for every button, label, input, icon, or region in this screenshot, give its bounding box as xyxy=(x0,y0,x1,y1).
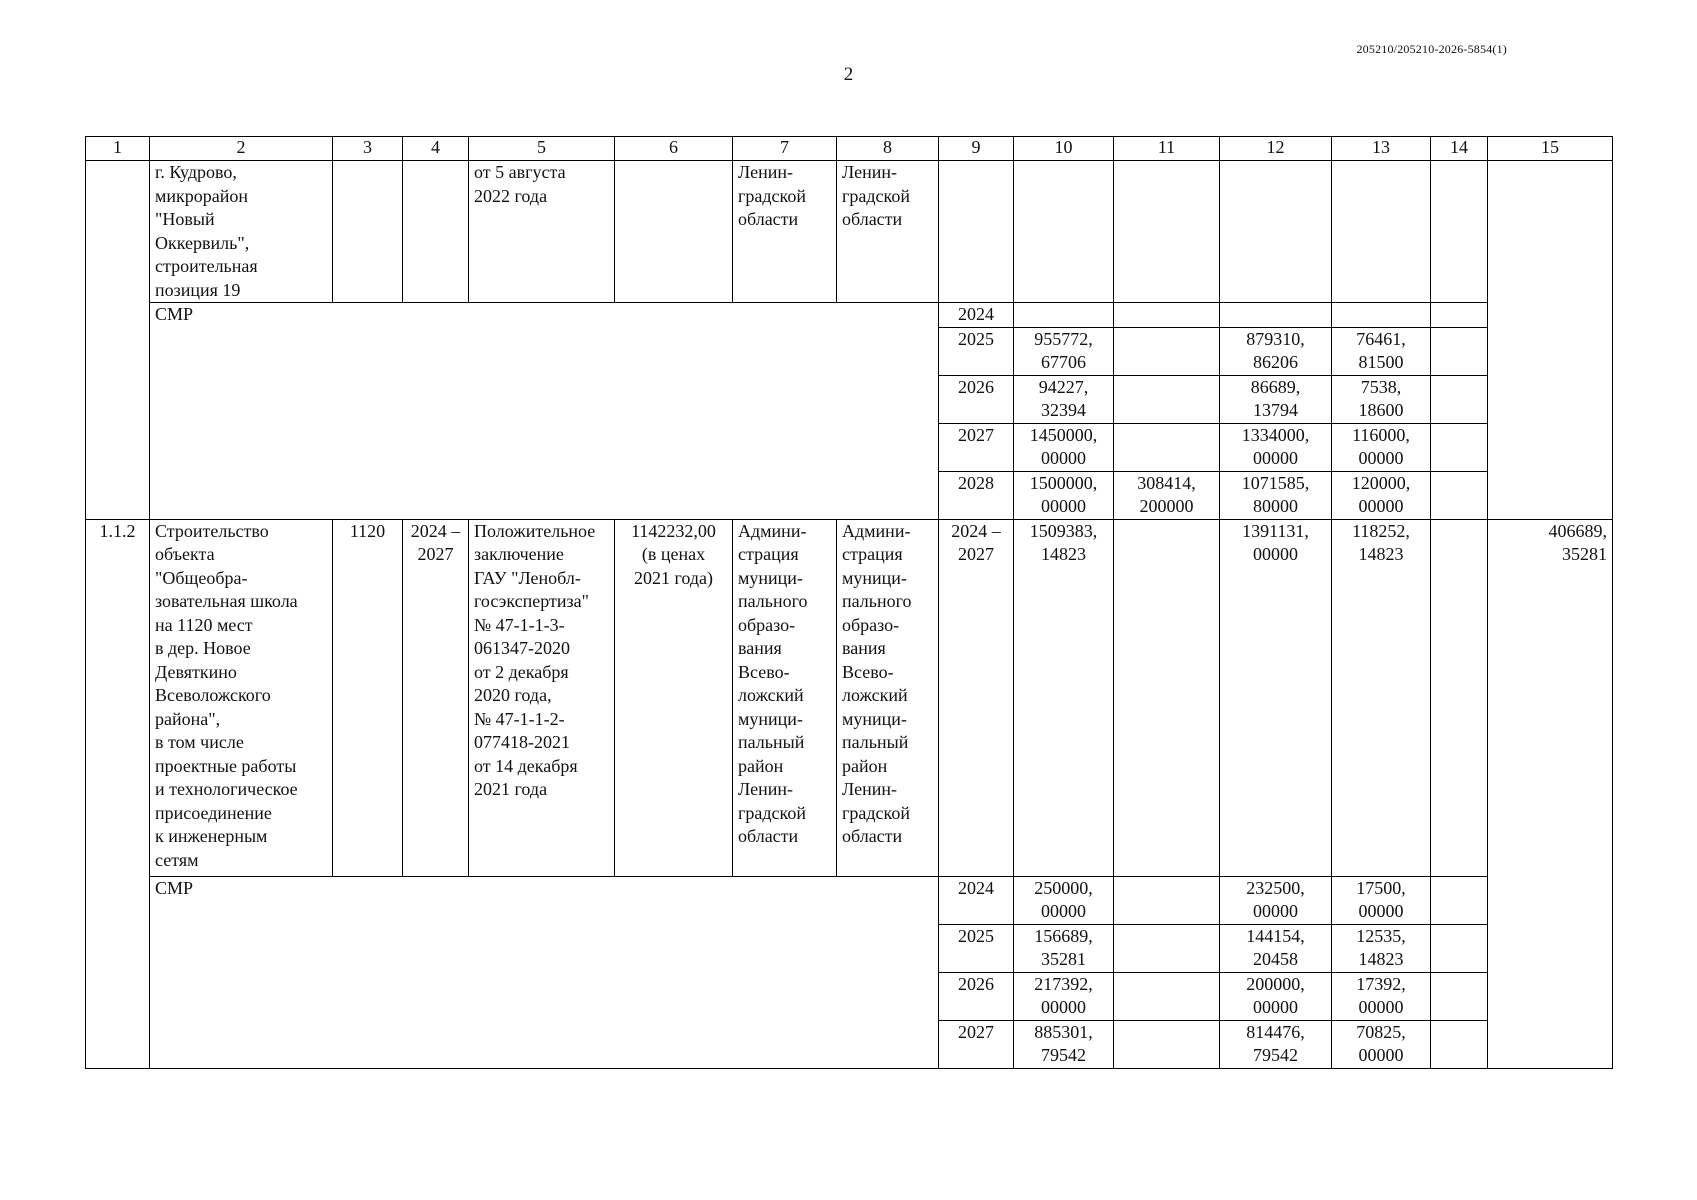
total-cell: 955772, 67706 xyxy=(1014,327,1114,375)
total-cell: 885301, 79542 xyxy=(1014,1020,1114,1068)
year-cell: 2028 xyxy=(939,471,1014,519)
regional-budget-cell: 200000, 00000 xyxy=(1220,972,1332,1020)
year-cell: 2027 xyxy=(939,423,1014,471)
column-number: 10 xyxy=(1014,137,1114,161)
other-sources-cell xyxy=(1431,519,1488,876)
cost-cell: 1142232,00 (в ценах 2021 года) xyxy=(615,519,733,876)
federal-budget-cell xyxy=(1114,303,1220,328)
regional-budget-cell: 879310, 86206 xyxy=(1220,327,1332,375)
municipal-budget-cell xyxy=(1332,303,1431,328)
column-number: 5 xyxy=(469,137,615,161)
column-number: 7 xyxy=(733,137,837,161)
conclusion-cell: Положительное заключение ГАУ "Ленобл- госэкспертиза" № 47-1-1-3- 061347-2020 от 2 декабря 2020 года, № 47-1-1-2- 077418-2021 от 14 декабря 2021 года xyxy=(469,519,615,876)
other-sources-cell xyxy=(1431,303,1488,328)
total-cell xyxy=(1014,161,1114,303)
municipal-budget-cell: 120000, 00000 xyxy=(1332,471,1431,519)
federal-budget-cell xyxy=(1114,519,1220,876)
table-row xyxy=(86,876,1613,924)
smr-label-cell: СМР xyxy=(150,303,939,520)
column-number: 11 xyxy=(1114,137,1220,161)
table-row xyxy=(86,161,1613,303)
regional-budget-cell: 1334000, 00000 xyxy=(1220,423,1332,471)
developer-cell: Админи- страция муници- пального образо- вания Всево- ложский муници- пальный район Ленин- градской области xyxy=(837,519,939,876)
other-sources-cell xyxy=(1431,327,1488,375)
regional-budget-cell: 86689, 13794 xyxy=(1220,375,1332,423)
federal-budget-cell xyxy=(1114,972,1220,1020)
column-number-header-row xyxy=(86,137,1613,161)
document-number: 205210/205210-2026-5854(1) xyxy=(1356,42,1507,56)
year-cell: 2024 xyxy=(939,303,1014,328)
table-row xyxy=(86,303,1613,328)
year-cell: 2027 xyxy=(939,1020,1014,1068)
total-cell: 156689, 35281 xyxy=(1014,924,1114,972)
municipal-budget-cell: 7538, 18600 xyxy=(1332,375,1431,423)
years-cell: 2024 – 2027 xyxy=(939,519,1014,876)
column-number: 9 xyxy=(939,137,1014,161)
municipal-budget-cell: 17500, 00000 xyxy=(1332,876,1431,924)
developer-cell: Ленин- градской области xyxy=(837,161,939,303)
federal-budget-cell: 308414, 200000 xyxy=(1114,471,1220,519)
total-cell: 1500000, 00000 xyxy=(1014,471,1114,519)
column-number: 13 xyxy=(1332,137,1431,161)
column-number: 2 xyxy=(150,137,333,161)
period-cell xyxy=(403,161,469,303)
year-cell: 2024 xyxy=(939,876,1014,924)
total-cell: 250000, 00000 xyxy=(1014,876,1114,924)
federal-budget-cell xyxy=(1114,423,1220,471)
other-sources-cell xyxy=(1431,972,1488,1020)
capacity-cell: 1120 xyxy=(333,519,403,876)
other-sources-cell xyxy=(1431,924,1488,972)
year-cell: 2025 xyxy=(939,327,1014,375)
customer-cell: Админи- страция муници- пального образо- вания Всево- ложский муници- пальный район Ленин- градской области xyxy=(733,519,837,876)
municipal-budget-cell xyxy=(1332,161,1431,303)
other-sources-cell xyxy=(1431,423,1488,471)
row-number-cell xyxy=(86,161,150,520)
year-cell: 2026 xyxy=(939,972,1014,1020)
capacity-cell xyxy=(333,161,403,303)
total-cell xyxy=(1014,303,1114,328)
object-name-cell: Строительство объекта "Общеобра- зовательная школа на 1120 мест в дер. Новое Девяткино Всеволожского района", в том числе проектные работы и технологическое присоединение к инженерным сетям xyxy=(150,519,333,876)
column-number: 14 xyxy=(1431,137,1488,161)
remaining-cost-cell xyxy=(1488,161,1613,520)
municipal-budget-cell: 12535, 14823 xyxy=(1332,924,1431,972)
municipal-budget-cell: 76461, 81500 xyxy=(1332,327,1431,375)
total-cell: 217392, 00000 xyxy=(1014,972,1114,1020)
column-number: 4 xyxy=(403,137,469,161)
other-sources-cell xyxy=(1431,1020,1488,1068)
federal-budget-cell xyxy=(1114,876,1220,924)
regional-budget-cell: 232500, 00000 xyxy=(1220,876,1332,924)
customer-cell: Ленин- градской области xyxy=(733,161,837,303)
federal-budget-cell xyxy=(1114,924,1220,972)
remaining-cost-cell: 406689, 35281 xyxy=(1488,519,1613,1068)
regional-budget-cell: 1071585, 80000 xyxy=(1220,471,1332,519)
column-number: 3 xyxy=(333,137,403,161)
federal-budget-cell xyxy=(1114,161,1220,303)
period-cell: 2024 – 2027 xyxy=(403,519,469,876)
total-cell: 94227, 32394 xyxy=(1014,375,1114,423)
federal-budget-cell xyxy=(1114,375,1220,423)
smr-label-cell: СМР xyxy=(150,876,939,1068)
regional-budget-cell: 814476, 79542 xyxy=(1220,1020,1332,1068)
regional-budget-cell: 1391131, 00000 xyxy=(1220,519,1332,876)
other-sources-cell xyxy=(1431,375,1488,423)
table-row xyxy=(86,519,1613,876)
years-cell xyxy=(939,161,1014,303)
column-number: 15 xyxy=(1488,137,1613,161)
total-cell: 1450000, 00000 xyxy=(1014,423,1114,471)
municipal-budget-cell: 17392, 00000 xyxy=(1332,972,1431,1020)
other-sources-cell xyxy=(1431,161,1488,303)
investment-table xyxy=(85,136,1613,1069)
column-number: 1 xyxy=(86,137,150,161)
federal-budget-cell xyxy=(1114,327,1220,375)
year-cell: 2026 xyxy=(939,375,1014,423)
column-number: 12 xyxy=(1220,137,1332,161)
federal-budget-cell xyxy=(1114,1020,1220,1068)
year-cell: 2025 xyxy=(939,924,1014,972)
municipal-budget-cell: 118252, 14823 xyxy=(1332,519,1431,876)
other-sources-cell xyxy=(1431,876,1488,924)
other-sources-cell xyxy=(1431,471,1488,519)
row-number-cell: 1.1.2 xyxy=(86,519,150,1068)
column-number: 8 xyxy=(837,137,939,161)
total-cell: 1509383, 14823 xyxy=(1014,519,1114,876)
municipal-budget-cell: 116000, 00000 xyxy=(1332,423,1431,471)
column-number: 6 xyxy=(615,137,733,161)
regional-budget-cell xyxy=(1220,161,1332,303)
cost-cell xyxy=(615,161,733,303)
object-name-cell: г. Кудрово, микрорайон "Новый Оккервиль", строительная позиция 19 xyxy=(150,161,333,303)
municipal-budget-cell: 70825, 00000 xyxy=(1332,1020,1431,1068)
regional-budget-cell: 144154, 20458 xyxy=(1220,924,1332,972)
conclusion-cell: от 5 августа 2022 года xyxy=(469,161,615,303)
regional-budget-cell xyxy=(1220,303,1332,328)
page-number: 2 xyxy=(843,64,854,85)
